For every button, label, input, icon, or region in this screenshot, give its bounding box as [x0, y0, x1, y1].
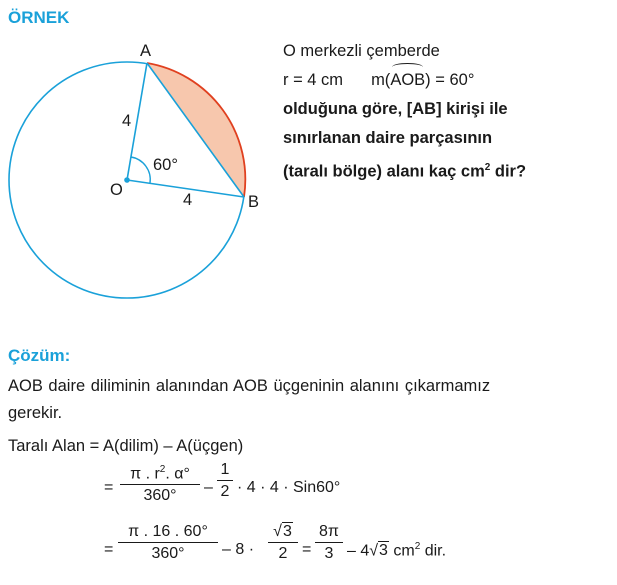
- row2-fraction2: [268, 522, 298, 565]
- solution-line1: AOB daire diliminin alanından AOB üçgeninin alanını çıkarmamız: [8, 377, 491, 395]
- problem-question-end: dir?: [490, 162, 527, 181]
- row1-fraction2: [217, 460, 233, 503]
- row1-den2: 2: [220, 483, 230, 500]
- row1-num2: 1: [220, 461, 230, 478]
- problem-line5: [283, 153, 526, 187]
- center-point: [124, 177, 130, 183]
- label-O: O: [110, 181, 123, 199]
- row2-equals2: =: [302, 541, 312, 558]
- arc-AOB: AOB: [390, 66, 425, 95]
- measure-suffix: ) = 60°: [425, 71, 475, 89]
- row1-den1: 360°: [143, 487, 177, 505]
- solution-line2: gerekir.: [8, 404, 63, 422]
- problem-line2: [283, 66, 526, 95]
- row2-fraction1: [118, 522, 218, 565]
- row2-num2: √3: [273, 523, 292, 540]
- problem-line1: O merkezli çemberde: [283, 42, 440, 60]
- solution-heading: Çözüm:: [8, 346, 71, 365]
- row1-fraction1: [120, 460, 200, 507]
- row2-den2: 2: [278, 545, 288, 562]
- problem-text: [283, 37, 526, 187]
- radius-given: r = 4 cm: [283, 71, 344, 89]
- radius-label-OA: 4: [122, 112, 132, 130]
- measure-prefix: m(: [371, 71, 391, 89]
- row1-rest: · 4 · 4 · Sin60°: [237, 479, 341, 496]
- row2-num3: 8π: [319, 523, 339, 540]
- row1-equals: =: [104, 479, 114, 496]
- problem-question: (taralı bölge) alanı kaç cm: [283, 162, 485, 181]
- problem-line4: sınırlanan daire parçasının: [283, 129, 493, 147]
- row2-equals: =: [104, 541, 114, 558]
- unit-exponent: 2: [484, 162, 491, 173]
- row2-minus8: – 8 ·: [222, 541, 255, 558]
- row2-den3: 3: [324, 545, 334, 562]
- row1-num1: π . $r^2$. α°: [130, 464, 190, 483]
- radius-label-OB: 4: [183, 191, 193, 209]
- angle-label: 60°: [153, 156, 178, 174]
- row1-minus: –: [204, 479, 213, 496]
- row2-num1: π . 16 . 60°: [128, 523, 208, 540]
- label-A: A: [140, 42, 152, 60]
- formula-label: Taralı Alan = A(dilim) – A(üçgen): [8, 437, 244, 455]
- label-B: B: [248, 193, 260, 211]
- row2-fraction3: [315, 522, 343, 565]
- row2-den1: 360°: [151, 545, 185, 562]
- example-heading: ÖRNEK: [8, 8, 70, 27]
- problem-line3: olduğuna göre, [AB] kirişi ile: [283, 100, 508, 118]
- row2-result: – 4√3 $cm^2$ dir.: [347, 541, 447, 560]
- angle-arc: [131, 157, 150, 183]
